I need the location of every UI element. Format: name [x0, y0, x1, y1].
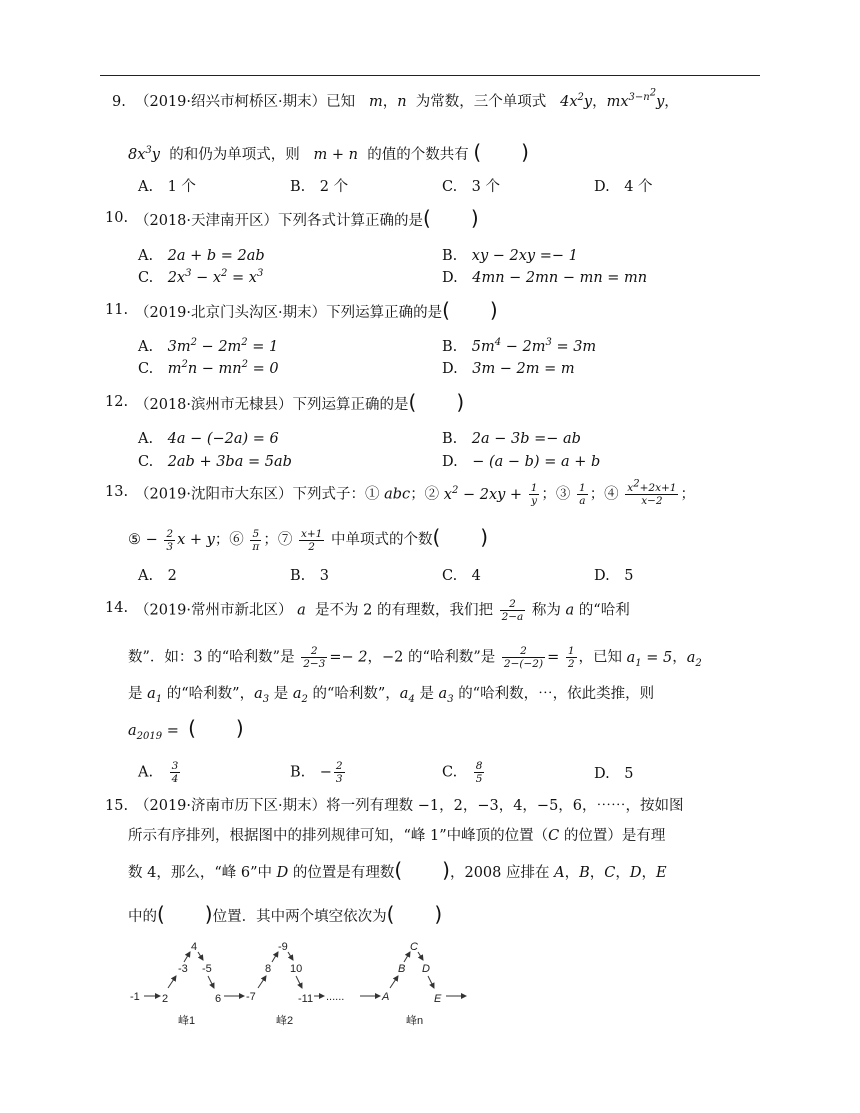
q10-option-a: A. 2a + b = 2ab	[138, 248, 265, 264]
fig-peak-label-1: 峰1	[178, 1015, 196, 1027]
fig-num-m11: -11	[298, 993, 314, 1005]
fig-letter-b: B	[398, 963, 406, 975]
q12-option-d: D. − (a − b) = a + b	[442, 454, 601, 470]
fig-peak-label-2: 峰2	[276, 1015, 294, 1027]
fig-num-m5: -5	[202, 963, 212, 975]
q9-option-b: B. 2 个	[290, 179, 349, 195]
fig-letter-c: C	[410, 941, 418, 953]
q13-option-c: C. 4	[442, 568, 481, 584]
q11-option-c: C. $m^2n - mn^2 = 0$	[138, 359, 279, 377]
fig-num-m3: -3	[178, 963, 188, 975]
fig-num-m1: -1	[130, 991, 140, 1003]
q9-number: 9.	[112, 94, 126, 110]
fig-num-2: 2	[162, 993, 169, 1005]
q10-option-b: B. xy − 2xy =− 1	[442, 248, 578, 264]
fig-num-6: 6	[215, 993, 222, 1005]
q10-option-d: D. 4mn − 2mn − mn = mn	[442, 270, 648, 286]
fig-num-4: 4	[191, 941, 198, 953]
fig-num-m9: -9	[278, 941, 288, 953]
fig-num-8: 8	[265, 963, 272, 975]
header-rule	[100, 75, 760, 76]
q14-option-c: C. $\frac{8}{5}$	[442, 760, 483, 785]
fig-letter-d: D	[422, 963, 430, 975]
fig-letter-a: A	[382, 991, 390, 1003]
q13-option-d: D. 5	[594, 568, 634, 584]
fig-num-m7: -7	[246, 991, 256, 1003]
q9-option-c: C. 3 个	[442, 179, 501, 195]
q10-option-c: C. $2x^3 - x^2 = x^3$	[138, 268, 264, 286]
q12-option-a: A. 4a − (−2a) = 6	[138, 431, 279, 447]
fig-ellipsis: ......	[326, 991, 345, 1003]
peak-figure	[128, 938, 478, 1028]
fig-num-10: 10	[290, 963, 303, 975]
q12-option-b: B. 2a − 3b =− ab	[442, 431, 581, 447]
q11-option-d: D. 3m − 2m = m	[442, 361, 575, 377]
q13-option-b: B. 3	[290, 568, 329, 584]
q9-option-a: A. 1 个	[138, 179, 196, 195]
q14-option-d: D. 5	[594, 766, 634, 782]
q13-option-a: A. 2	[138, 568, 177, 584]
q9-option-d: D. 4 个	[594, 179, 653, 195]
q12-option-c: C. 2ab + 3ba = 5ab	[138, 454, 292, 470]
q14-option-b: B. − $\frac{2}{3}$	[290, 760, 343, 785]
fig-letter-e: E	[434, 993, 442, 1005]
fig-peak-label-n: 峰n	[406, 1015, 424, 1027]
q11-option-a: A. $3m^2 - 2m^2 = 1$	[138, 337, 279, 355]
q14-option-a: A. $\frac{3}{4}$	[138, 760, 179, 785]
q11-option-b: B. $5m^4 - 2m^3 = 3m$	[442, 337, 597, 355]
